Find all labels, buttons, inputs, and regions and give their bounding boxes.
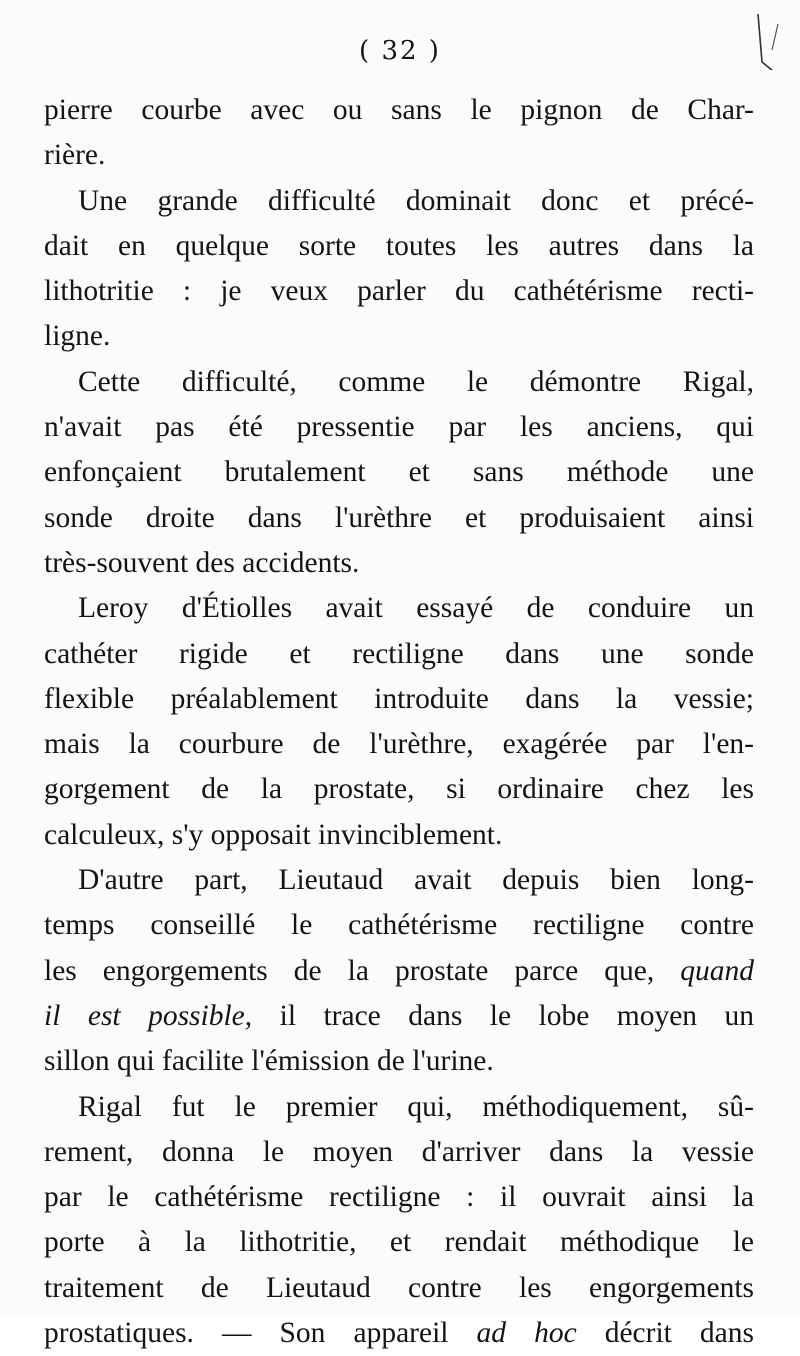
text-segment: décrit dans	[604, 1317, 754, 1350]
text-line-27: traitement de Lieutaud contre les engorgements	[44, 1271, 754, 1304]
text-line-6: ligne.	[44, 320, 111, 353]
text-line-1: pierre courbe avec ou sans le pignon de Char-	[44, 94, 754, 126]
text-line-3: Une grande difficulté dominait donc et précé-	[78, 184, 754, 217]
text-line-9: enfonçaient brutalement et sans méthode une	[44, 456, 754, 489]
text-line-7: Cette difficulté, comme le démontre Rigal,	[78, 365, 754, 398]
text-line-28	[44, 1311, 754, 1356]
page-number: ( 32 )	[359, 36, 441, 66]
text-line-10: sonde droite dans l'urèthre et produisaient ainsi	[44, 501, 754, 534]
text-line-13: cathéter rigide et rectiligne dans une sonde	[44, 637, 754, 670]
text-segment: prostatiques. — Son appareil	[44, 1317, 449, 1350]
italic-phrase: il est possible,	[44, 999, 253, 1032]
text-line-21	[44, 994, 754, 1039]
text-line-2: rière.	[44, 139, 106, 172]
text-line-4: dait en quelque sorte toutes les autres dans la	[44, 229, 754, 262]
body-text	[44, 88, 754, 1356]
text-line-14: flexible préalablement introduite dans la vessie;	[44, 682, 754, 715]
italic-phrase: ad hoc	[476, 1317, 577, 1350]
text-line-24: rement, donna le moyen d'arriver dans la vessie	[44, 1135, 754, 1168]
text-line-22: sillon qui facilite l'émission de l'urine.	[44, 1045, 494, 1078]
italic-phrase: quand	[680, 954, 754, 987]
text-line-25: par le cathétérisme rectiligne : il ouvrait ainsi la	[44, 1181, 754, 1214]
text-line-12: Leroy d'Étiolles avait essayé de conduire un	[78, 592, 754, 625]
text-line-20	[44, 949, 754, 994]
text-line-19: temps conseillé le cathétérisme rectiligne contre	[44, 909, 754, 942]
text-line-15: mais la courbure de l'urèthre, exagérée par l'en-	[44, 728, 754, 761]
margin-pencil-mark	[748, 10, 788, 70]
text-line-26: porte à la lithotritie, et rendait méthodique le	[44, 1226, 754, 1259]
text-line-8: n'avait pas été pressentie par les anciens, qui	[44, 411, 754, 444]
text-line-5: lithotritie : je veux parler du cathétérisme recti-	[44, 275, 754, 308]
text-line-16: gorgement de la prostate, si ordinaire chez les	[44, 773, 754, 806]
text-line-17: calculeux, s'y opposait invinciblement.	[44, 818, 503, 851]
text-segment: les engorgements de la prostate parce que,	[44, 954, 655, 987]
text-segment: il trace dans le lobe moyen un	[279, 999, 755, 1032]
text-line-23: Rigal fut le premier qui, méthodiquement, sû-	[78, 1090, 754, 1123]
text-line-18: D'autre part, Lieutaud avait depuis bien long-	[78, 864, 754, 897]
text-line-11: très-souvent des accidents.	[44, 546, 360, 579]
